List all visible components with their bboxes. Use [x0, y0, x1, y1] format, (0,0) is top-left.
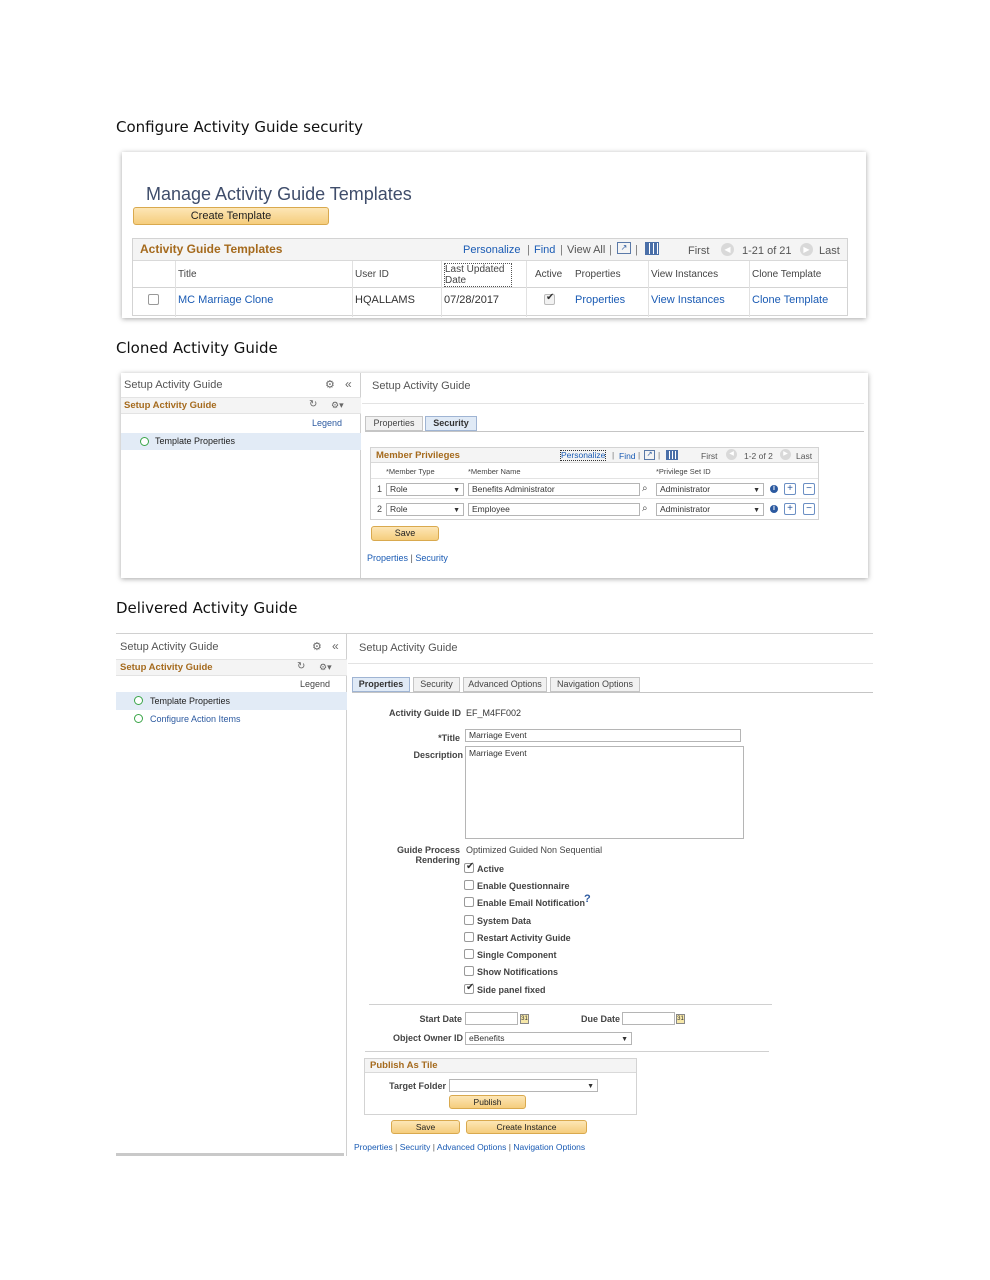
target-folder-select[interactable] — [449, 1079, 598, 1092]
section-heading-security: Configure Activity Guide security — [116, 118, 364, 136]
checkbox-label: System Data — [477, 916, 532, 926]
create-instance-button[interactable]: Create Instance — [466, 1120, 587, 1134]
side-item-label: Configure Action Items — [150, 714, 241, 724]
main-title: Setup Activity Guide — [372, 380, 471, 392]
table-row — [133, 289, 847, 313]
new-window-icon[interactable]: ↗ — [617, 242, 631, 254]
gear-icon[interactable]: ⚙ — [312, 641, 322, 653]
publish-button[interactable]: Publish — [449, 1095, 526, 1109]
checkbox-show-notifications[interactable] — [464, 965, 664, 985]
publish-section-title: Publish As Tile — [370, 1060, 438, 1071]
table-row — [371, 478, 818, 498]
side-item-template-properties[interactable] — [121, 433, 361, 450]
section-heading-cloned: Cloned Activity Guide — [116, 339, 278, 357]
due-date-input[interactable] — [622, 1012, 675, 1025]
row-number: 2 — [377, 504, 383, 514]
privilege-set-select[interactable]: Administrator ▼ — [656, 483, 764, 496]
search-icon[interactable]: ⌕ — [642, 503, 648, 514]
member-name-input[interactable]: Benefits Administrator — [468, 483, 640, 496]
member-type-select[interactable]: Role ▼ — [386, 503, 464, 516]
member-name-input[interactable]: Employee — [468, 503, 640, 516]
help-icon[interactable]: ? — [584, 893, 591, 905]
row-active-checkbox — [544, 294, 555, 305]
personalize-link[interactable]: Personalize — [463, 244, 521, 256]
active-checkbox[interactable] — [464, 863, 474, 873]
side-panel-fixed-checkbox[interactable] — [464, 984, 474, 994]
delivered-guide-screenshot — [116, 633, 873, 1158]
manage-templates-screenshot — [122, 152, 866, 318]
add-row-icon[interactable]: + — [784, 483, 796, 495]
actions-icon[interactable]: ⚙▾ — [331, 400, 344, 410]
find-link[interactable]: Find — [619, 451, 636, 461]
last-label: Last — [796, 451, 813, 461]
col-user-id[interactable]: User ID — [355, 269, 389, 280]
due-date-label: Due Date — [580, 1014, 620, 1024]
info-icon[interactable]: i — [770, 485, 778, 493]
guide-process-rendering-value: Optimized Guided Non Sequential — [466, 845, 603, 855]
checkbox-label: Active — [477, 864, 505, 874]
row-number: 1 — [377, 484, 383, 494]
side-subtitle: Setup Activity Guide — [120, 662, 213, 673]
side-panel — [121, 373, 361, 578]
col-clone-template[interactable]: Clone Template — [752, 269, 822, 280]
row-date: 07/28/2017 — [444, 294, 500, 306]
tab-advanced-options[interactable]: Advanced Options — [463, 677, 547, 692]
description-label: Description — [413, 750, 463, 760]
object-owner-id-label: Object Owner ID — [392, 1033, 463, 1043]
single-component-checkbox[interactable] — [464, 949, 474, 959]
column-header-row — [133, 261, 847, 288]
save-button[interactable]: Save — [371, 526, 439, 541]
row-view-instances-link[interactable]: View Instances — [651, 294, 725, 306]
checkbox-label: Restart Activity Guide — [477, 933, 571, 943]
tab-security[interactable]: Security — [413, 677, 460, 692]
side-title: Setup Activity Guide — [124, 379, 223, 391]
calendar-icon[interactable]: 31 — [677, 1016, 684, 1022]
title-label: *Title — [438, 733, 460, 743]
cloned-guide-screenshot — [121, 373, 868, 578]
checkbox-enable-email-notification[interactable] — [464, 893, 664, 916]
next-arrow-icon[interactable]: ▶ — [800, 243, 813, 256]
start-date-label: Start Date — [419, 1014, 462, 1024]
row-range: 1-21 of 21 — [742, 245, 792, 257]
actions-icon[interactable]: ⚙▾ — [319, 662, 332, 672]
row-title-link[interactable]: MC Marriage Clone — [178, 294, 274, 306]
side-item-configure-action-items[interactable] — [116, 711, 347, 729]
checkbox-label: Enable Email Notification — [477, 898, 586, 908]
refresh-icon[interactable]: ↻ — [309, 399, 318, 410]
row-range: 1-2 of 2 — [744, 451, 773, 461]
download-grid-icon[interactable] — [666, 450, 678, 460]
personalize-link[interactable]: Personalize — [561, 450, 606, 460]
table-row — [371, 498, 818, 518]
footer-link-properties[interactable]: Properties — [367, 553, 409, 563]
target-folder-label: Target Folder — [389, 1081, 446, 1091]
enable-email-notification-checkbox[interactable] — [464, 897, 474, 907]
main-title: Setup Activity Guide — [359, 642, 458, 654]
collapse-icon[interactable]: « — [345, 377, 352, 391]
info-icon[interactable]: i — [770, 505, 778, 513]
system-data-checkbox[interactable] — [464, 915, 474, 925]
checkbox-label: Enable Questionnaire — [477, 881, 570, 891]
tab-navigation-options[interactable]: Navigation Options — [550, 677, 640, 692]
row-properties-link[interactable]: Properties — [575, 294, 626, 306]
start-date-input[interactable] — [465, 1012, 518, 1025]
search-icon[interactable]: ⌕ — [642, 483, 648, 494]
last-label: Last — [819, 245, 840, 257]
activity-guide-id-label: Activity Guide ID — [388, 708, 461, 718]
row-clone-template-link[interactable]: Clone Template — [752, 294, 829, 306]
col-title[interactable]: Title — [178, 269, 197, 280]
templates-grid — [132, 238, 848, 316]
status-circle-icon — [134, 696, 143, 705]
tab-properties[interactable]: Properties — [365, 416, 423, 431]
member-privileges-grid: Member Privileges Personalize | Find | ↗ | First ◀ 1-2 of 2 ▶ Last *Member Type *Member Name *Privilege Set ID 1 Role ▼ Benefits Administrator ⌕ Administrator ▼ i + − 2 Role ▼ Employee ⌕ Administrator ▼ i + − — [370, 447, 819, 520]
grid-title: Member Privileges — [376, 450, 460, 461]
footer-link-security[interactable]: Security — [399, 1142, 431, 1152]
legend-link[interactable]: Legend — [300, 679, 331, 689]
publish-as-tile-section — [364, 1058, 637, 1115]
checkbox-label: Show Notifications — [477, 967, 558, 977]
tab-properties[interactable]: Properties — [352, 677, 410, 692]
grid-title: Activity Guide Templates — [140, 242, 283, 256]
new-window-icon[interactable]: ↗ — [644, 450, 655, 460]
checkbox-side-panel-fixed[interactable] — [464, 983, 664, 1003]
status-circle-icon — [134, 714, 143, 723]
footer-links: Properties | Security — [367, 553, 448, 563]
status-circle-icon — [140, 437, 149, 446]
previous-arrow-icon[interactable]: ◀ — [726, 449, 737, 460]
side-subtitle: Setup Activity Guide — [124, 400, 217, 411]
collapse-icon[interactable]: « — [332, 639, 339, 653]
col-properties[interactable]: Properties — [575, 269, 621, 280]
col-view-instances[interactable]: View Instances — [651, 269, 719, 280]
checkbox-label: Single Component — [477, 950, 557, 960]
row-user-id: HQALLAMS — [355, 294, 415, 306]
side-panel — [116, 634, 347, 1156]
col-active[interactable]: Active — [535, 269, 563, 280]
first-label: First — [688, 245, 710, 257]
next-arrow-icon[interactable]: ▶ — [780, 449, 791, 460]
restart-activity-guide-checkbox[interactable] — [464, 932, 474, 942]
side-title: Setup Activity Guide — [120, 641, 219, 653]
download-grid-icon[interactable] — [645, 242, 659, 255]
previous-arrow-icon[interactable]: ◀ — [721, 243, 734, 256]
activity-guide-id-value: EF_M4FF002 — [466, 708, 522, 718]
side-item-template-properties[interactable] — [116, 692, 347, 710]
add-row-icon[interactable]: + — [784, 503, 796, 515]
col-member-type: *Member Type — [386, 467, 435, 476]
privilege-set-select[interactable]: Administrator ▼ — [656, 503, 764, 516]
tab-security[interactable]: Security — [425, 416, 477, 431]
create-template-button[interactable]: Create Template — [133, 207, 329, 225]
show-notifications-checkbox[interactable] — [464, 966, 474, 976]
enable-questionnaire-checkbox[interactable] — [464, 880, 474, 890]
footer-link-navigation-options[interactable]: Navigation Options — [513, 1142, 586, 1152]
description-textarea[interactable]: Marriage Event — [465, 746, 744, 839]
side-item-label: Template Properties — [155, 436, 236, 446]
section-heading-delivered: Delivered Activity Guide — [116, 599, 298, 617]
footer-link-advanced-options[interactable]: Advanced Options — [436, 1142, 507, 1152]
delete-row-icon[interactable]: − — [803, 503, 815, 515]
col-member-name: *Member Name — [468, 467, 521, 476]
footer-links: Properties | Security | Advanced Options | Navigation Options — [354, 1142, 586, 1152]
view-all-link[interactable]: View All — [567, 244, 606, 256]
side-item-label: Template Properties — [150, 696, 231, 706]
grid-header: Activity Guide Templates Personalize | Find | View All | ↗ | First ◀ 1-21 of 21 ▶ Last — [133, 239, 847, 261]
title-input[interactable]: Marriage Event — [465, 729, 741, 742]
legend-link[interactable]: Legend — [312, 418, 343, 428]
object-owner-id-select[interactable]: eBenefits ▼ — [465, 1032, 632, 1045]
first-label: First — [701, 451, 718, 461]
delete-row-icon[interactable]: − — [803, 483, 815, 495]
find-link[interactable]: Find — [534, 244, 556, 256]
member-type-select[interactable]: Role ▼ — [386, 483, 464, 496]
guide-process-rendering-label: Guide Process Rendering — [396, 845, 460, 865]
checkbox-label: Side panel fixed — [477, 985, 546, 995]
page-title: Manage Activity Guide Templates — [146, 184, 412, 204]
footer-link-properties[interactable]: Properties — [354, 1142, 393, 1152]
save-button[interactable]: Save — [391, 1120, 460, 1134]
calendar-icon[interactable]: 31 — [521, 1016, 528, 1022]
refresh-icon[interactable]: ↻ — [297, 661, 306, 672]
row-select-checkbox[interactable] — [148, 294, 159, 305]
col-last-updated[interactable]: Last Updated Date — [444, 263, 512, 287]
footer-link-security[interactable]: Security — [415, 553, 448, 563]
gear-icon[interactable]: ⚙ — [325, 379, 335, 391]
col-privilege-set: *Privilege Set ID — [656, 467, 711, 476]
